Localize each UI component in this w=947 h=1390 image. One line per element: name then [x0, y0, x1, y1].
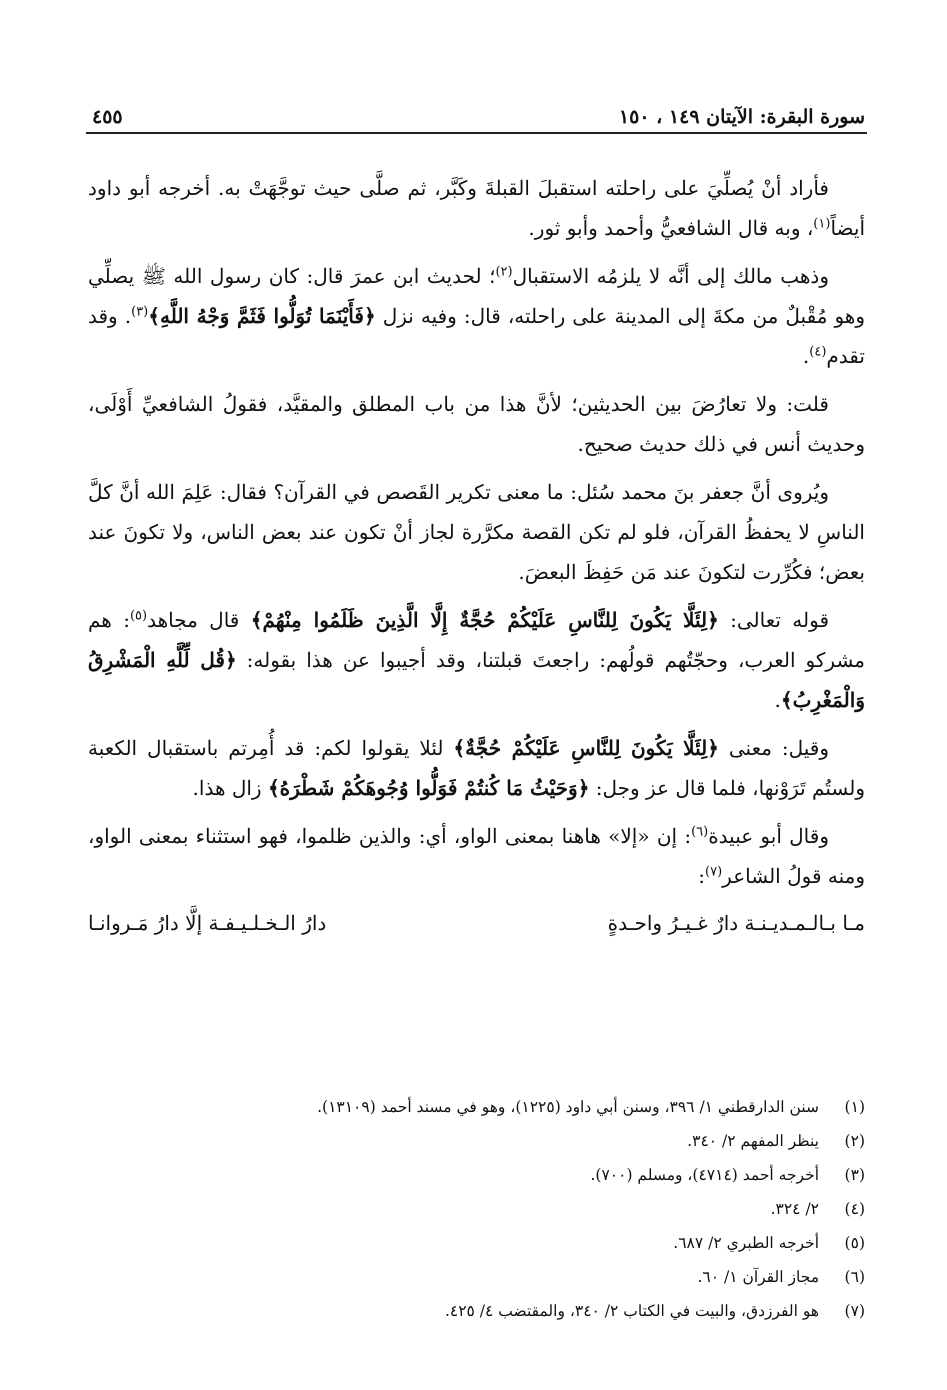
- text-run: . وقد تقدم: [88, 304, 865, 368]
- text-run: .: [802, 344, 810, 368]
- page-number: ٤٥٥: [92, 106, 123, 128]
- text-run: وذهب مالك إلى أنَّه لا يلزمُه الاستقبال: [512, 264, 829, 288]
- footnote-ref: (٥): [129, 608, 148, 624]
- footnote-number: (٤): [844, 1200, 865, 1218]
- verse-second-hemistich: دارُ الـخـلـيـفـة إلَّا دارُ مَـروانـا: [88, 911, 327, 935]
- text-run: :: [698, 864, 706, 888]
- footnote-number: (١): [844, 1098, 865, 1116]
- footnote-text: أخرجه الطبري ٢/ ٦٨٧.: [673, 1234, 819, 1252]
- main-text: [88, 168, 865, 942]
- text-run: .: [774, 688, 781, 712]
- footnote: [88, 1294, 865, 1328]
- footnote-text: هو الفرزدق، والبيت في الكتاب ٢/ ٣٤٠، والمقتضب ٤/ ٤٢٥.: [444, 1302, 819, 1320]
- footnote: [88, 1260, 865, 1294]
- quran-quote: ﴿لِئَلَّا يَكُونَ لِلنَّاسِ عَلَيْكُمْ حُجَّةٌ﴾: [453, 736, 719, 760]
- quran-quote: ﴿لِئَلَّا يَكُونَ لِلنَّاسِ عَلَيْكُمْ حُجَّةٌ إِلَّا الَّذِينَ ظَلَمُوا مِنْهُمْ﴾: [250, 608, 719, 632]
- header-title: سورة البقرة: الآيتان ١٤٩ ، ١٥٠: [618, 106, 865, 128]
- footnote-ref: (٢): [495, 264, 513, 280]
- text-run: قلت: ولا تعارُضَ بين الحديثين؛ لأنَّ هذا من باب المطلق والمقيَّد، فقولُ الشافعيِّ أَوْلَى، وحديث أنس في ذلك حديث صحيح.: [88, 392, 865, 456]
- footnote-number: (٢): [844, 1132, 865, 1150]
- footnote-number: (٦): [844, 1268, 865, 1286]
- footnote-ref: (٤): [809, 344, 827, 360]
- paragraphs: [88, 168, 865, 896]
- footnote-ref: (٣): [131, 304, 149, 320]
- footnote-number: (٣): [844, 1166, 865, 1184]
- text-run: قوله تعالى:: [718, 608, 829, 632]
- footnote-text: سنن الدارقطني ١/ ٣٩٦، وسنن أبي داود (١٢٢٥)، وهو في مسند أحمد (١٣١٠٩).: [317, 1098, 819, 1116]
- text-run: وقيل: معنى: [718, 736, 830, 760]
- poetry-verse: [88, 904, 865, 942]
- footnotes: [88, 1090, 865, 1328]
- footnote-number: (٥): [844, 1234, 865, 1252]
- header-divider: [86, 132, 867, 134]
- quran-quote: ﴿فَأَيْنَمَا تُوَلُّوا فَثَمَّ وَجْهُ اللَّهِ﴾: [148, 304, 376, 328]
- footnote-ref: (٦): [691, 824, 709, 840]
- text-run: : هم مشركو العرب، وحجّتُهم قولُهم: راجعتَ قبلتنا، وقد أجيبوا عن هذا بقوله:: [88, 608, 865, 672]
- text-run: ؛ لحديث ابن عمرَ قال: كان رسول الله ﷺ يصلِّي وهو مُقْبلٌ من مكةَ إلى المدينة على راحلته، قال: وفيه نزل: [88, 264, 865, 328]
- footnote: [88, 1090, 865, 1124]
- paragraph: [88, 472, 865, 592]
- footnote: [88, 1226, 865, 1260]
- paragraph: [88, 728, 865, 808]
- text-run: فأراد أنْ يُصلِّيَ على راحلته استقبلَ القبلةَ وكَبَّر، ثم صلَّى حيث توجَّهَتْ به. أخرجه أبو داود أيضاً: [88, 176, 865, 240]
- paragraph: [88, 256, 865, 376]
- text-run: قال مجاهد: [147, 608, 251, 632]
- text-run: لئلا يقولوا لكم: قد أُمِرتم باستقبال الكعبة ولستُم تَرَوْنها، فلما قال عز وجل:: [88, 736, 865, 800]
- text-run: ، وبه قال الشافعيُّ وأحمد وأبو ثور.: [528, 216, 814, 240]
- footnote-text: أخرجه أحمد (٤٧١٤)، ومسلم (٧٠٠).: [590, 1166, 819, 1184]
- footnote-number: (٧): [844, 1302, 865, 1320]
- quran-quote: ﴿قُل لِّلَّهِ الْمَشْرِقُ وَالْمَغْرِبُ﴾: [88, 648, 865, 712]
- footnote-text: ٢/ ٣٢٤.: [770, 1200, 819, 1218]
- footnote: [88, 1192, 865, 1226]
- footnote-ref: (١): [813, 216, 831, 232]
- paragraph: [88, 600, 865, 720]
- text-run: ويُروى أنَّ جعفر بنَ محمد سُئل: ما معنى تكرير القَصص في القرآن؟ فقال: عَلِمَ الله أنَّ كلَّ الناسِ لا يحفظُ القرآن، فلو لم تكن القصة مكرَّرة لجاز أنْ تكون عند بعض الناس، ولا تكونَ عند بعض؛ فكُرِّرت لتكونَ عند مَن حَفِظَ البعضَ.: [88, 480, 865, 584]
- text-run: زال هذا.: [192, 776, 268, 800]
- paragraph: [88, 168, 865, 248]
- footnote-text: ينظر المفهم ٢/ ٣٤٠.: [687, 1132, 819, 1150]
- paragraph: [88, 384, 865, 464]
- quran-quote: ﴿وَحَيْثُ مَا كُنتُمْ فَوَلُّوا وُجُوهَكُمْ شَطْرَهُ﴾: [267, 776, 590, 800]
- paragraph: [88, 816, 865, 896]
- footnote: [88, 1124, 865, 1158]
- text-run: وقال أبو عبيدة: [708, 824, 829, 848]
- footnote: [88, 1158, 865, 1192]
- running-header: [92, 92, 865, 128]
- footnote-ref: (٧): [705, 864, 723, 880]
- verse-first-hemistich: مـا بـالـمـديـنـة دارٌ غـيـرُ واحـدةٍ: [607, 911, 865, 935]
- text-run: : إن «إلا» هاهنا بمعنى الواو، أي: والذين ظلموا، فهو استثناء بمعنى الواو، ومنه قولُ الشاعر: [88, 824, 865, 888]
- footnote-text: مجاز القرآن ١/ ٦٠.: [697, 1268, 819, 1286]
